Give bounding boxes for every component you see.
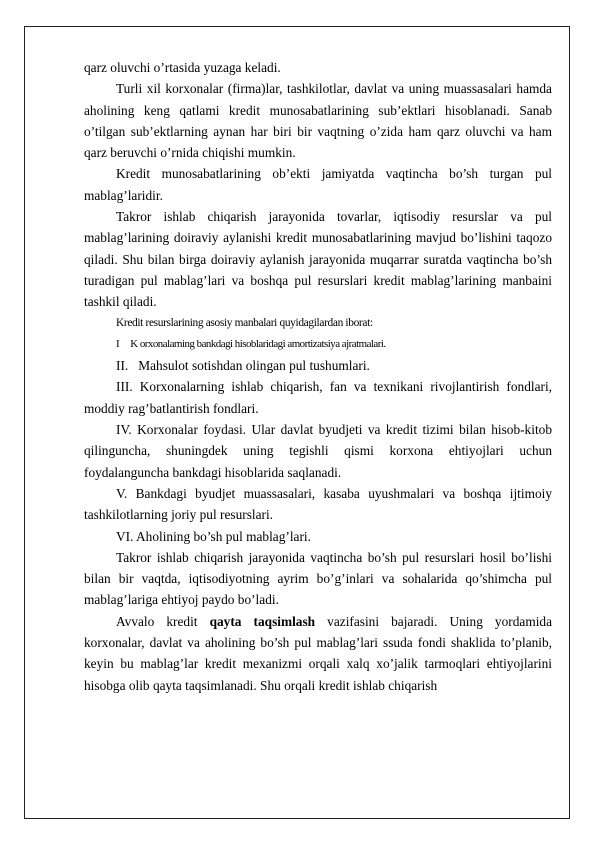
list-item: II. Mahsulot sotishdan olingan pul tushumlari. — [116, 358, 370, 374]
paragraph: Turli xil korxonalar (firma)lar, tashkilotlar, davlat va uning muassasalari hamda aholining keng qatlami kredit munosabatlarining sub’ektlari hisoblanadi. Sanab o’tilgan sub’ektlarning aynan har biri bir vaqtning o’zida ham qarz oluvchi va ham qarz beruvchi o’rnida chiqishi mumkin. — [84, 81, 552, 161]
list-intro: Kredit resurslarining asosiy manbalari quyidagilardan iborat: — [116, 316, 373, 329]
paragraph-rest: vazifasini bajaradi. Uning yordamida korxonalar, davlat va aholining bo’sh pul mablag’lari ssuda fondi shaklida to’planib, keyin bu mablag’lar kredit mexanizmi orqali xalq xo’jalik tarmoqlari ehtiyojlarini hisobga olib qayta taqsimlanadi. Shu orqali kredit ishlab chiqarish — [84, 613, 552, 693]
document-body — [84, 57, 552, 696]
paragraph-start: Avvalo kredit — [116, 613, 210, 629]
list-item: I K orxonalarning bankdagi hisoblaridagi amortizatsiya ajratmalari. — [116, 337, 386, 350]
paragraph: Takror ishlab chiqarish jarayonida tovarlar, iqtisodiy resurslar va pul mablag’larining doiraviy aylanishi kredit munosabatlarining mavjud bo’lishini taqozo qiladi. Shu bilan birga doiraviy aylanish jarayonida muqarrar suratda vaqtincha bo’sh turadigan pul mablag’lari va boshqa pul resurslari kredit mablag’larining manbaini tashkil qiladi. — [84, 209, 552, 310]
paragraph: Takror ishlab chiqarish jarayonida vaqtincha bo’sh pul resurslari hosil bo’lishi bilan bir vaqtda, iqtisodiyotning ayrim bo’g’inlari va sohalarida qo’shimcha pul mablag’lariga ehtiyoj paydo bo’ladi. — [84, 549, 552, 608]
list-item: V. Bankdagi byudjet muassasalari, kasaba uyushmalari va boshqa ijtimoiy tashkilotlarning joriy pul resurslari. — [84, 485, 552, 523]
paragraph: qarz oluvchi o’rtasida yuzaga keladi. — [84, 60, 281, 75]
list-item: VI. Aholining bo’sh pul mablag’lari. — [116, 528, 311, 544]
paragraph — [84, 611, 552, 696]
list-item: III. Korxonalarning ishlab chiqarish, fan va texnikani rivojlantirish fondlari, moddiy rag’batlantirish fondlari. — [84, 379, 552, 416]
bold-term: qayta taqsimlash — [209, 613, 316, 629]
paragraph: Kredit munosabatlarining ob’ekti jamiyatda vaqtincha bo’sh turgan pul mablag’laridir. — [84, 166, 552, 203]
list-item: IV. Korxonalar foydasi. Ular davlat byudjeti va kredit tizimi bilan hisob-kitob qilinguncha, shuningdek uning tegishli qismi korxona ehtiyojlari uchun foydalanguncha bankdagi hisoblarida saqlanadi. — [84, 422, 552, 480]
